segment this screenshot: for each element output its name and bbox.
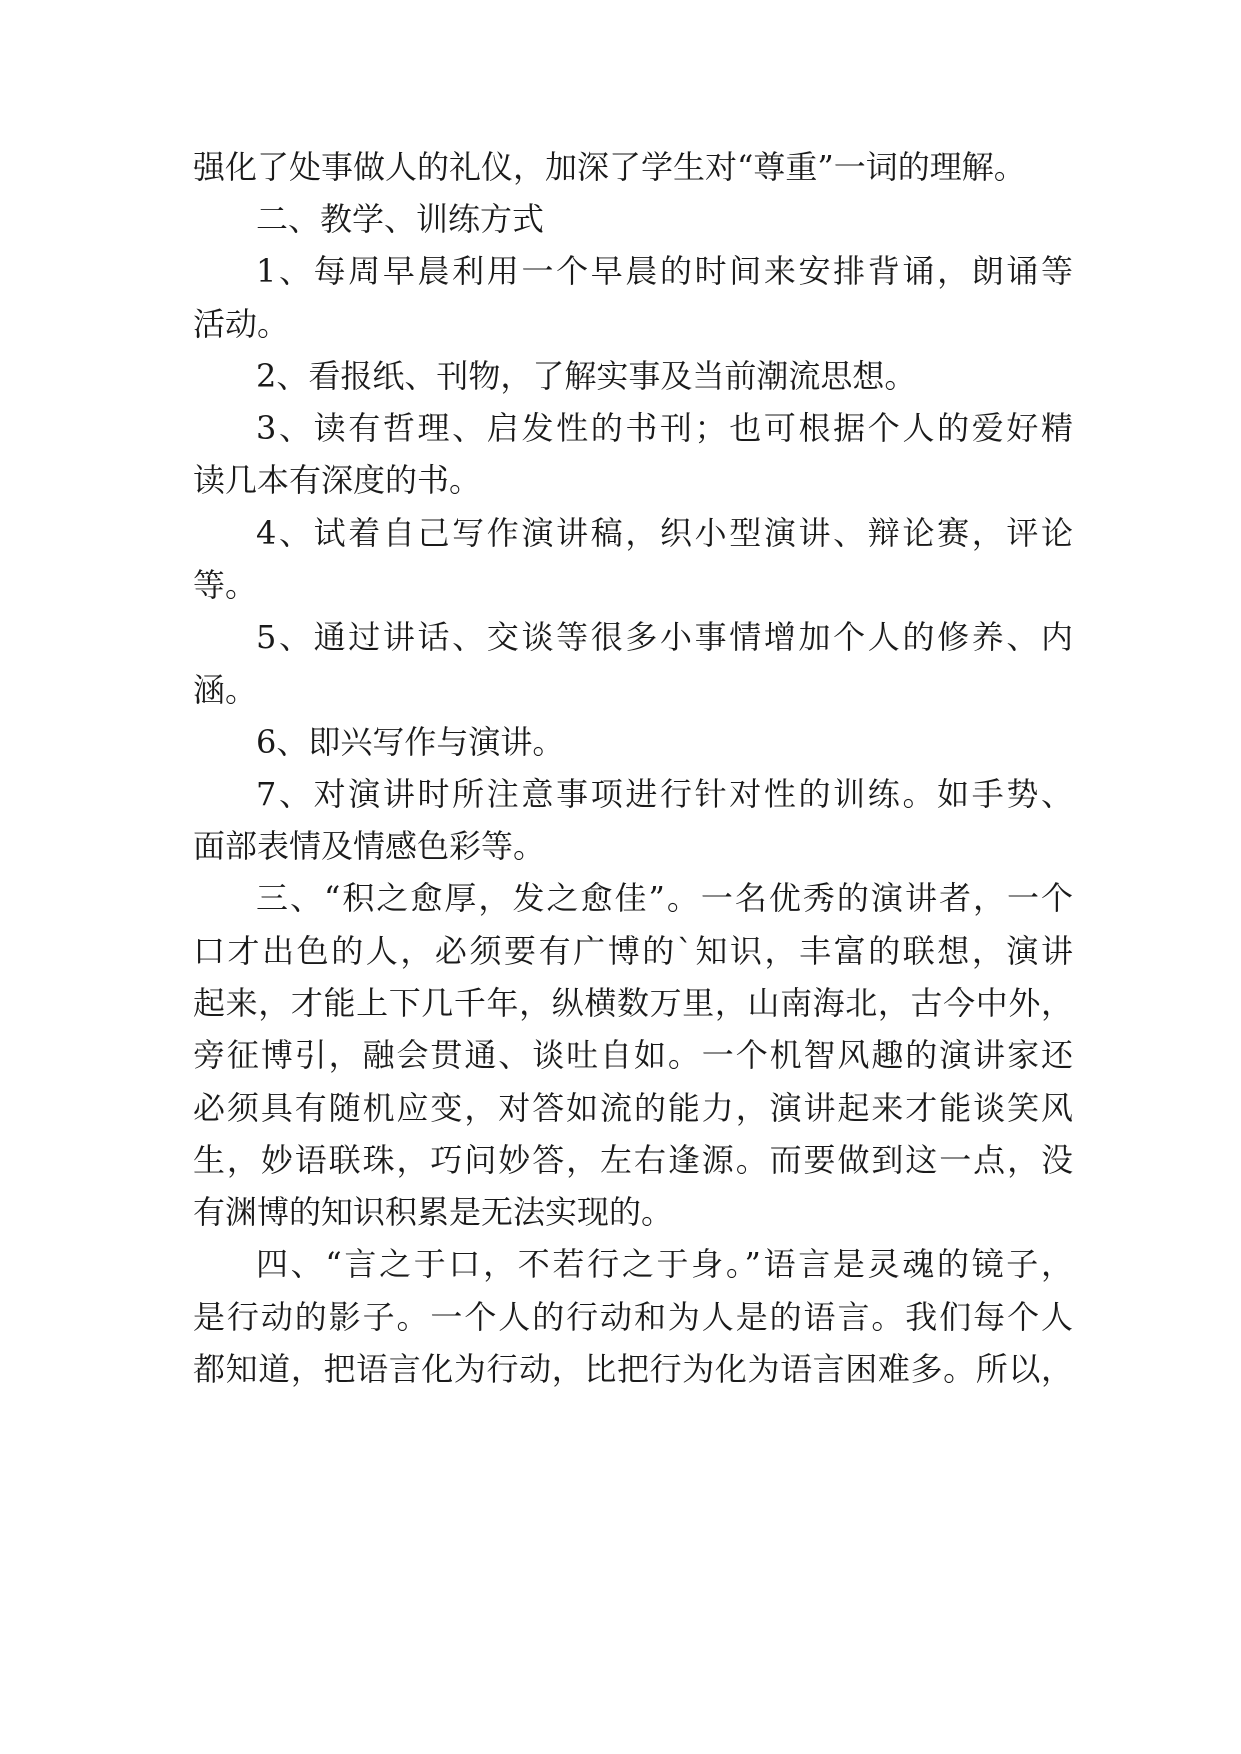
paragraph-line: 读几本有深度的书。 [193,461,482,499]
paragraph-line: 强化了处事做人的礼仪，加深了学生对“尊重”一词的理解。 [193,148,1026,186]
paragraph-line: 等。 [193,566,258,604]
paragraph-line: 涵。 [193,671,258,709]
paragraph-line: 面部表情及情感色彩等。 [193,827,546,865]
paragraph-line: 7、对演讲时所注意事项进行针对性的训练。如手势、 [256,775,1073,813]
paragraph-line: 4、试着自己写作演讲稿，织小型演讲、辩论赛，评论 [256,514,1073,552]
paragraph-line: 5、通过讲话、交谈等很多小事情增加个人的修养、内 [256,618,1073,656]
paragraph-line: 3、读有哲理、启发性的书刊；也可根据个人的爱好精 [256,409,1073,447]
paragraph-line: 有渊博的知识积累是无法实现的。 [193,1193,674,1231]
paragraph-line: 必须具有随机应变，对答如流的能力，演讲起来才能谈笑风 [193,1089,1073,1127]
paragraph-line: 四、“言之于口，不若行之于身。”语言是灵魂的镜子， [256,1245,1073,1283]
section-heading: 二、教学、训练方式 [256,200,545,238]
paragraph-line: 活动。 [193,305,290,343]
paragraph-line: 旁征博引，融会贯通、谈吐自如。一个机智风趣的演讲家还 [193,1036,1073,1074]
paragraph-line: 口才出色的人，必须要有广博的`知识，丰富的联想，演讲 [193,932,1073,970]
paragraph-line: 起来，才能上下几千年，纵横数万里，山南海北，古今中外， [193,984,1073,1022]
paragraph-line: 是行动的影子。一个人的行动和为人是的语言。我们每个人 [193,1298,1073,1336]
paragraph-line: 6、即兴写作与演讲。 [256,723,565,761]
paragraph-line: 1、每周早晨利用一个早晨的时间来安排背诵，朗诵等 [256,252,1073,290]
paragraph-line: 生，妙语联珠，巧问妙答，左右逢源。而要做到这一点，没 [193,1141,1073,1179]
paragraph-line: 都知道，把语言化为行动，比把行为化为语言困难多。所以， [193,1350,1073,1388]
paragraph-line: 2、看报纸、刊物，了解实事及当前潮流思想。 [256,357,917,395]
paragraph-line: 三、“积之愈厚，发之愈佳”。一名优秀的演讲者，一个 [256,879,1073,917]
